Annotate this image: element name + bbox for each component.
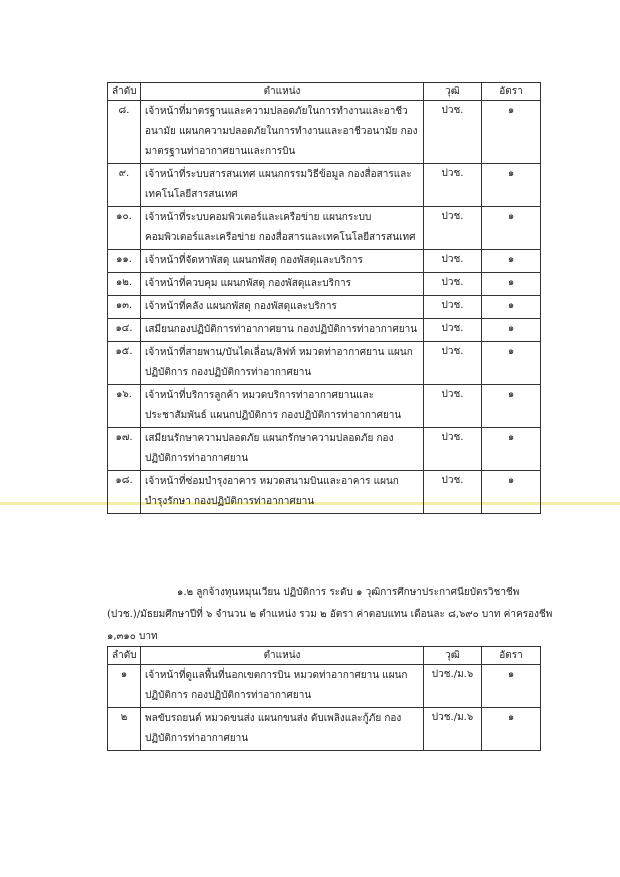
table-row [108, 296, 541, 319]
row-rate: ๑ [482, 708, 541, 751]
row-no: ๑๕. [108, 342, 141, 385]
row-qualification: ปวช. [424, 296, 482, 319]
row-position: เจ้าหน้าที่ระบบสารสนเทศ แผนกกรรมวิธีข้อมูล กองสื่อสารและเทคโนโลยีสารสนเทศ [141, 164, 424, 207]
row-qualification: ปวช. [424, 385, 482, 428]
row-no: ๑๔. [108, 319, 141, 342]
positions-table-1 [107, 82, 541, 514]
row-no: ๘. [108, 101, 141, 164]
row-qualification: ปวช. [424, 250, 482, 273]
row-qualification: ปวช. [424, 342, 482, 385]
row-position: เสมียนกองปฏิบัติการท่าอากาศยาน กองปฏิบัติการท่าอากาศยาน [141, 319, 424, 342]
row-position: เจ้าหน้าที่ระบบคอมพิวเตอร์และเครือข่าย แผนกระบบคอมพิวเตอร์และเครือข่าย กองสื่อสารและเทคโนโลยีสารสนเทศ [141, 207, 424, 250]
row-rate: ๑ [482, 428, 541, 471]
row-position: พลขับรถยนต์ หมวดขนส่ง แผนกขนส่ง ดับเพลิงและกู้ภัย กองปฏิบัติการท่าอากาศยาน [141, 708, 424, 751]
table-header-row [108, 83, 541, 101]
table-row [108, 319, 541, 342]
row-no: ๑๐. [108, 207, 141, 250]
row-qualification: ปวช. [424, 164, 482, 207]
table-row [108, 428, 541, 471]
row-no: ๑๘. [108, 471, 141, 514]
row-position: เจ้าหน้าที่ควบคุม แผนกพัสดุ กองพัสดุและบริการ [141, 273, 424, 296]
table-row [108, 207, 541, 250]
header-no: ลำดับ [108, 83, 141, 101]
table-row [108, 101, 541, 164]
paragraph-line-1: ๑.๒ ลูกจ้างทุนหมุนเวียน ปฏิบัติการ ระดับ ๑ วุฒิการศึกษาประกาศนียบัตรวิชาชีพ [177, 587, 520, 598]
row-qualification: ปวช. [424, 319, 482, 342]
header-no: ลำดับ [108, 647, 141, 665]
row-rate: ๑ [482, 665, 541, 708]
table-row [108, 471, 541, 514]
row-rate: ๑ [482, 296, 541, 319]
row-no: ๒ [108, 708, 141, 751]
row-position: เจ้าหน้าที่คลัง แผนกพัสดุ กองพัสดุและบริการ [141, 296, 424, 319]
row-rate: ๑ [482, 319, 541, 342]
row-qualification: ปวช./ม.๖ [424, 665, 482, 708]
table-row [108, 708, 541, 751]
header-position: ตำแหน่ง [141, 83, 424, 101]
row-no: ๑ [108, 665, 141, 708]
header-qualification: วุฒิ [424, 647, 482, 665]
header-rate: อัตรา [482, 83, 541, 101]
row-rate: ๑ [482, 207, 541, 250]
row-qualification: ปวช./ม.๖ [424, 708, 482, 751]
header-qualification: วุฒิ [424, 83, 482, 101]
row-rate: ๑ [482, 250, 541, 273]
row-position: เสมียนรักษาความปลอดภัย แผนกรักษาความปลอดภัย กองปฏิบัติการท่าอากาศยาน [141, 428, 424, 471]
row-no: ๑๓. [108, 296, 141, 319]
row-rate: ๑ [482, 385, 541, 428]
paragraph-line-3: ๑,๓๑๐ บาท [107, 631, 158, 642]
row-rate: ๑ [482, 101, 541, 164]
header-position: ตำแหน่ง [141, 647, 424, 665]
table-row [108, 665, 541, 708]
header-rate: อัตรา [482, 647, 541, 665]
table-row [108, 385, 541, 428]
table-row [108, 273, 541, 296]
table-header-row [108, 647, 541, 665]
row-no: ๑๑. [108, 250, 141, 273]
row-no: ๑๖. [108, 385, 141, 428]
table-row [108, 250, 541, 273]
row-position: เจ้าหน้าที่จัดหาพัสดุ แผนกพัสดุ กองพัสดุและบริการ [141, 250, 424, 273]
row-position: เจ้าหน้าที่ดูแลพื้นที่นอกเขตการบิน หมวดท่าอากาศยาน แผนกปฏิบัติการ กองปฏิบัติการท่าอากาศยาน [141, 665, 424, 708]
row-no: ๑๗. [108, 428, 141, 471]
row-rate: ๑ [482, 471, 541, 514]
table-row [108, 164, 541, 207]
table-row [108, 342, 541, 385]
row-position: เจ้าหน้าที่บริการลูกค้า หมวดบริการท่าอากาศยานและประชาสัมพันธ์ แผนกปฏิบัติการ กองปฏิบัติการท่าอากาศยาน [141, 385, 424, 428]
row-position: เจ้าหน้าที่มาตรฐานและความปลอดภัยในการทำงานและอาชีวอนามัย แผนกความปลอดภัยในการทำงานและอาชีวอนามัย กองมาตรฐานท่าอากาศยานและการบิน [141, 101, 424, 164]
row-rate: ๑ [482, 273, 541, 296]
row-qualification: ปวช. [424, 101, 482, 164]
row-no: ๙. [108, 164, 141, 207]
row-qualification: ปวช. [424, 428, 482, 471]
row-qualification: ปวช. [424, 471, 482, 514]
paragraph-line-2: (ปวช.)/มัธยมศึกษาปีที่ ๖ จำนวน ๒ ตำแหน่ง รวม ๒ อัตรา ค่าตอบแทน เดือนละ ๘,๖๙๐ บาท ค่าครองชีพ [107, 609, 553, 620]
positions-table-2 [107, 646, 541, 751]
row-qualification: ปวช. [424, 273, 482, 296]
row-no: ๑๒. [108, 273, 141, 296]
row-rate: ๑ [482, 342, 541, 385]
row-qualification: ปวช. [424, 207, 482, 250]
row-rate: ๑ [482, 164, 541, 207]
row-position: เจ้าหน้าที่สายพาน/บันไดเลื่อน/ลิฟท์ หมวดท่าอากาศยาน แผนกปฏิบัติการ กองปฏิบัติการท่าอากาศยาน [141, 342, 424, 385]
row-position: เจ้าหน้าที่ซ่อมบำรุงอาคาร หมวดสนามบินและอาคาร แผนกบำรุงรักษา กองปฏิบัติการท่าอากาศยาน [141, 471, 424, 514]
